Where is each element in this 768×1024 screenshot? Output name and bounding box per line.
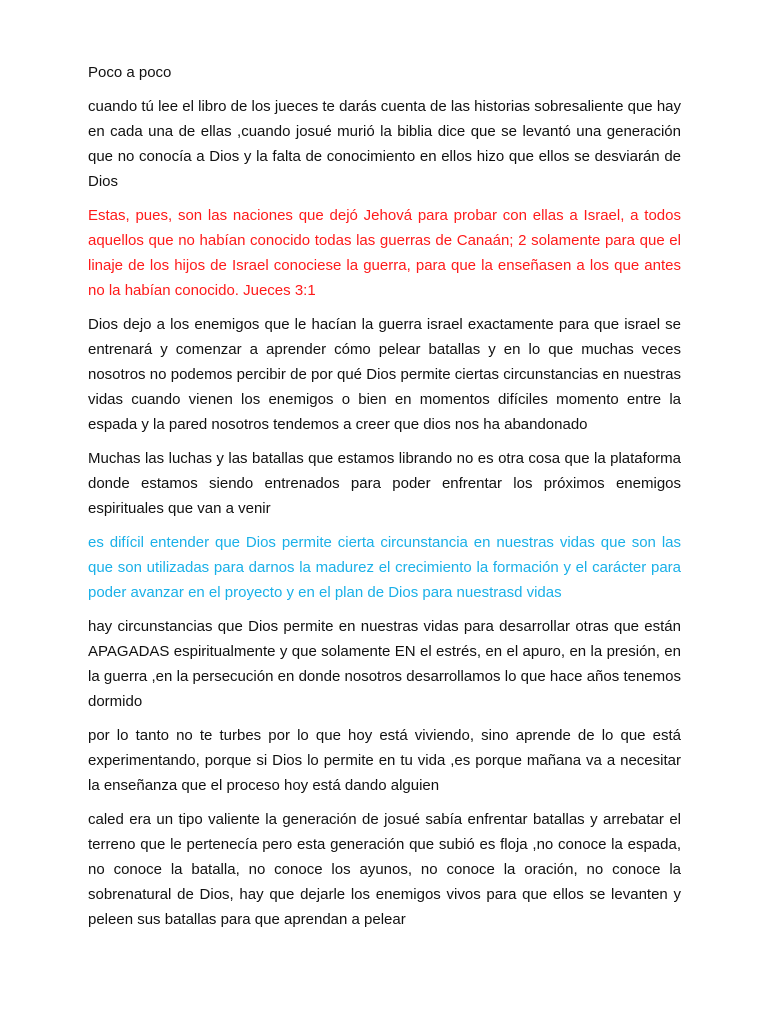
paragraph-enemies: Dios dejo a los enemigos que le hacían la guerra israel exactamente para que israel se entrenará y comenzar a aprender cómo pelear batallas y en lo que muchas veces nosotros no podemos percibir de por qué Dios permite ciertas circunstancias en nuestras vidas cuando vienen los enemigos o bien en momentos difíciles momento entre la espada y la pared nosotros tendemos a creer que dios nos ha abandonado [88,316,681,433]
paragraph-develop: hay circunstancias que Dios permite en nuestras vidas para desarrollar otras que están APAGADAS espiritualmente y que solamente EN el estrés, en el apuro, en la presión, en la guerra ,en la persecución en donde nosotros desarrollamos lo que hace años tenemos dormido [88,618,681,710]
document-page [88,60,681,941]
paragraph-battles: Muchas las luchas y las batallas que estamos librando no es otra cosa que la plataforma donde estamos siendo entrenados para poder enfrentar los próximos enemigos espirituales que van a venir [88,450,681,517]
paragraph-do-not-worry: por lo tanto no te turbes por lo que hoy está viviendo, sino aprende de lo que está experimentando, porque si Dios lo permite en tu vida ,es porque mañana va a necesitar la enseñanza que el proceso hoy está dando alguien [88,727,681,794]
paragraph-circumstances-highlight: es difícil entender que Dios permite cierta circunstancia en nuestras vidas que son las que son utilizadas para darnos la madurez el crecimiento la formación y el carácter para poder avanzar en el proyecto y en el plan de Dios para nuestrasd vidas [88,534,681,601]
paragraph-intro: cuando tú lee el libro de los jueces te darás cuenta de las historias sobresaliente que hay en cada una de ellas ,cuando josué murió la biblia dice que se levantó una generación que no conocía a Dios y la falta de conocimiento en ellos hizo que ellos se desviarán de Dios [88,98,681,190]
paragraph-caleb: caled era un tipo valiente la generación de josué sabía enfrentar batallas y arrebatar el terreno que le pertenecía pero esta generación que subió es floja ,no conoce la espada, no conoce la batalla, no conoce los ayunos, no conoce la oración, no conoce la sobrenatural de Dios, hay que dejarle los enemigos vivos para que ellos se levanten y peleen sus batallas para que aprendan a pelear [88,811,681,928]
document-title: Poco a poco [88,64,172,81]
paragraph-scripture-quote: Estas, pues, son las naciones que dejó Jehová para probar con ellas a Israel, a todos aquellos que no habían conocido todas las guerras de Canaán; 2 solamente para que el linaje de los hijos de Israel conociese la guerra, para que la enseñasen a los que antes no la habían conocido. Jueces 3:1 [88,207,681,299]
